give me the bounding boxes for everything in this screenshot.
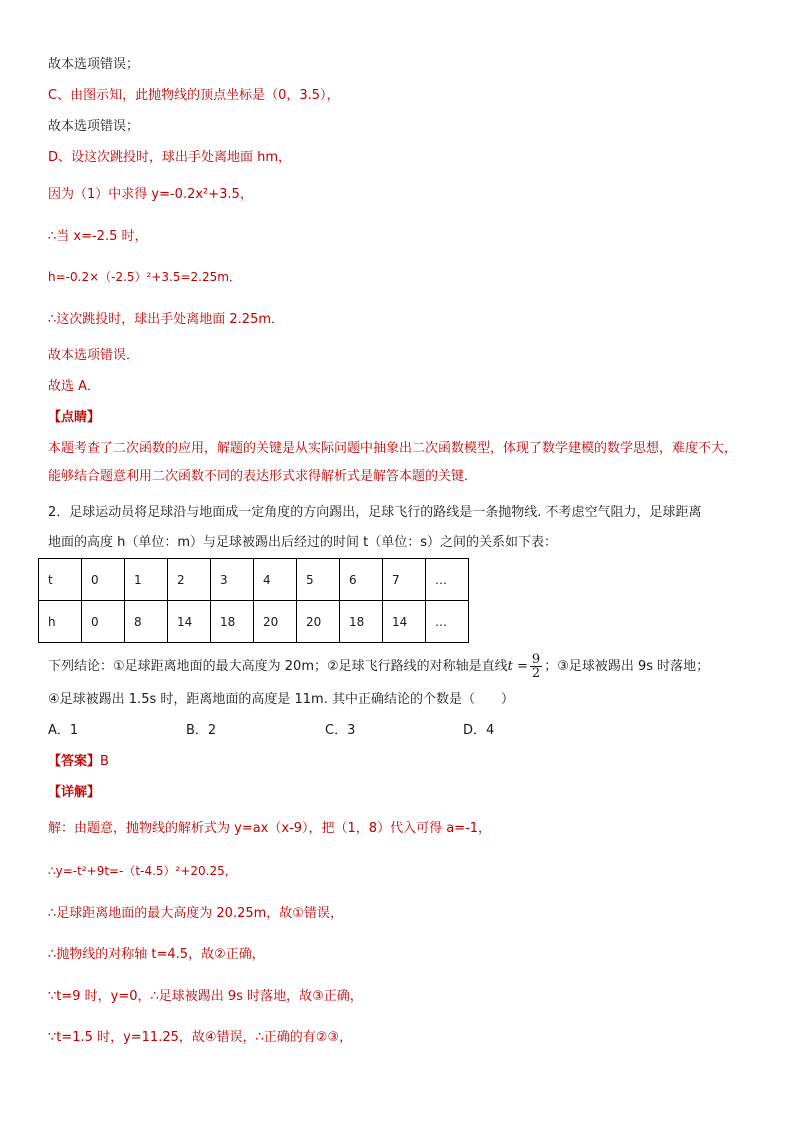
- dianjing-label: 【点睛】: [48, 410, 101, 425]
- text-line: 故本选项错误．: [48, 348, 140, 363]
- detail-line: ∵t=1.5 时，y=11.25，故④错误，∴正确的有②③，: [48, 1030, 353, 1045]
- text-line: ∴这次跳投时，球出手处离地面 2.25m．: [48, 312, 285, 327]
- option-c: C．3: [325, 723, 356, 738]
- table-cell: 4: [254, 559, 297, 601]
- detail-line: ∵t=9 时，y=0，∴足球被踢出 9s 时落地，故③正确，: [48, 989, 363, 1004]
- table-cell: 7: [383, 559, 426, 601]
- table-cell: 18: [340, 601, 383, 643]
- option-b: B．2: [186, 723, 217, 738]
- answer-label: 【答案】: [48, 754, 101, 769]
- text-line: 故本选项错误；: [48, 57, 140, 72]
- text-line: C、由图示知，此抛物线的顶点坐标是（0，3.5），: [48, 88, 340, 103]
- text-line: 故选 A．: [48, 379, 101, 394]
- text-line: 因为（1）中求得 y=-0.2x²+3.5，: [48, 187, 253, 202]
- table-cell: 0: [82, 559, 125, 601]
- option-d: D．4: [463, 723, 495, 738]
- question-line-2: 地面的高度 h（单位：m）与足球被踢出后经过的时间 t（单位：s）之间的关系如下表：: [48, 535, 558, 550]
- fraction-numerator: 9: [531, 652, 541, 667]
- question-line-1: 2．足球运动员将足球沿与地面成一定角度的方向踢出，足球飞行的路线是一条抛物线. 不考虑空气阻力，足球距离: [48, 505, 702, 520]
- conclusions-text-b: ；③足球被踢出 9s 时落地；: [544, 659, 710, 674]
- math-line: h=-0.2×（-2.5）²+3.5=2.25m．: [48, 270, 241, 284]
- detail-line: ∴足球距离地面的最大高度为 20.25m，故①错误，: [48, 906, 343, 921]
- table-cell: 20: [297, 601, 340, 643]
- table-cell: h: [39, 601, 82, 643]
- answer-value: B: [100, 754, 109, 769]
- detail-line: 解：由题意，抛物线的解析式为 y=ax（x-9），把（1，8）代入可得 a=-1，: [48, 821, 492, 836]
- table-cell: 14: [168, 601, 211, 643]
- conclusions-line-1: [48, 652, 709, 682]
- table-row-h: [39, 601, 469, 643]
- fraction-nine-halves: [530, 653, 542, 680]
- option-a: A．1: [48, 723, 79, 738]
- table-cell: …: [426, 601, 469, 643]
- table-cell: 6: [340, 559, 383, 601]
- data-table: [38, 558, 469, 643]
- text-line: 故本选项错误；: [48, 119, 140, 134]
- text-line: ∴当 x=-2.5 时，: [48, 229, 148, 244]
- table-cell: 14: [383, 601, 426, 643]
- text-line: D、设这次跳投时，球出手处离地面 hm，: [48, 150, 292, 165]
- detail-label: 【详解】: [48, 785, 101, 800]
- table-row-t: [39, 559, 469, 601]
- detail-line: ∴抛物线的对称轴 t=4.5，故②正确，: [48, 947, 265, 962]
- table-cell: 0: [82, 601, 125, 643]
- table-cell: 5: [297, 559, 340, 601]
- table-cell: 2: [168, 559, 211, 601]
- table-cell: 18: [211, 601, 254, 643]
- detail-line: ∴y=-t²+9t=-（t-4.5）²+20.25，: [48, 864, 237, 878]
- conclusions-text-a: 下列结论：①足球距离地面的最大高度为 20m；②足球飞行路线的对称轴是直线: [48, 659, 508, 674]
- answer-line: [48, 753, 109, 771]
- conclusions-line-2: ④足球被踢出 1.5s 时，距离地面的高度是 11m. 其中正确结论的个数是（ ）: [48, 692, 514, 707]
- table-cell: t: [39, 559, 82, 601]
- table-cell: …: [426, 559, 469, 601]
- table-cell: 1: [125, 559, 168, 601]
- table-cell: 3: [211, 559, 254, 601]
- symmetry-var: t =: [507, 659, 528, 674]
- fraction-denominator: 2: [531, 666, 541, 681]
- table-cell: 20: [254, 601, 297, 643]
- dianjing-text: 本题考查了二次函数的应用，解题的关键是从实际问题中抽象出二次函数模型，体现了数学建模的数学思想，难度不大，能够结合题意利用二次函数不同的表达形式求得解析式是解答本题的关键．: [48, 441, 738, 484]
- table-cell: 8: [125, 601, 168, 643]
